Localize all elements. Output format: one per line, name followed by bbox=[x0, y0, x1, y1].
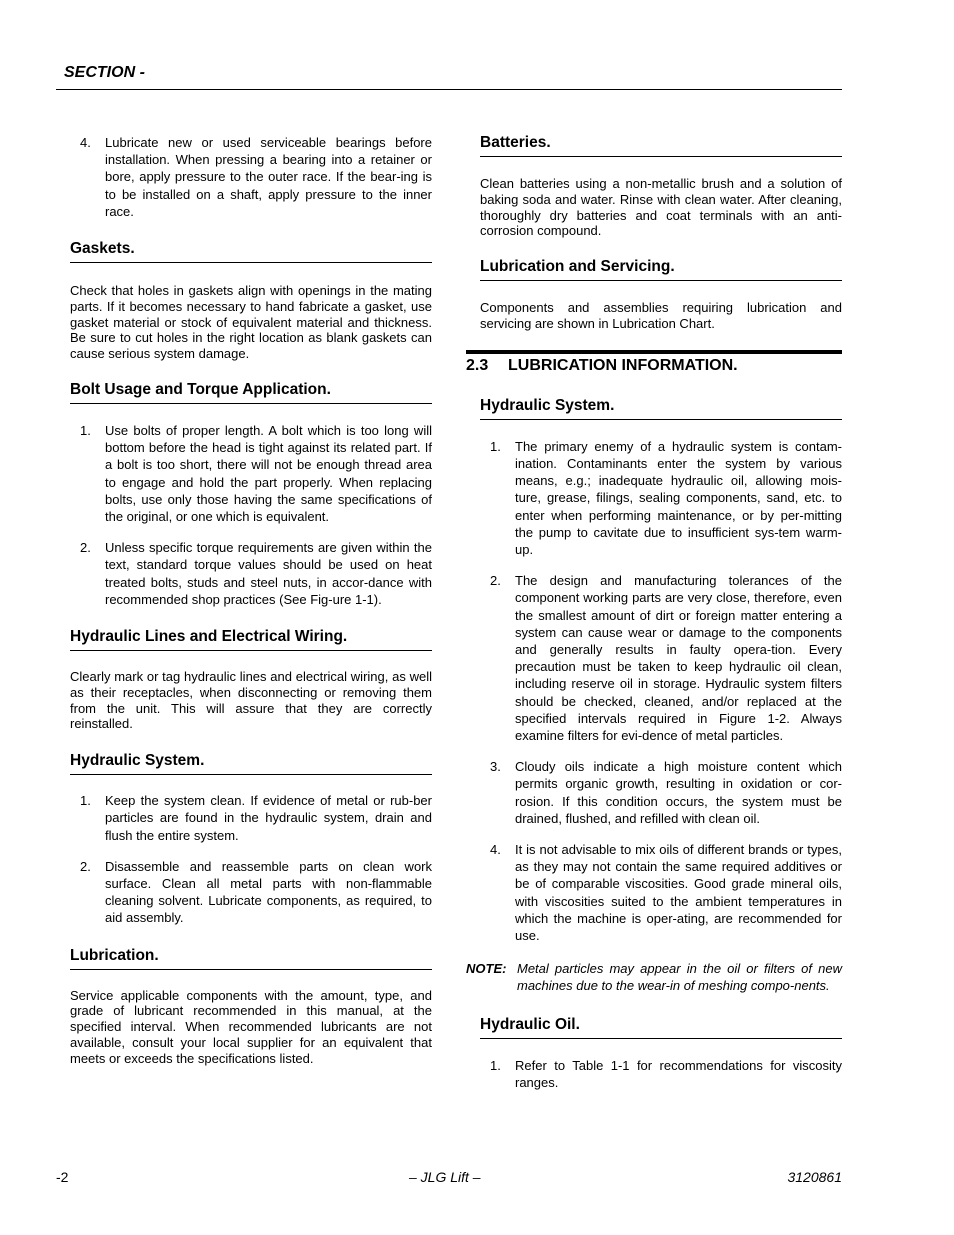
list-number: 2. bbox=[80, 540, 91, 556]
list-number: 2. bbox=[490, 573, 501, 589]
hydraulic-system-heading: Hydraulic System. bbox=[70, 752, 432, 775]
bolt-usage-heading: Bolt Usage and Torque Application. bbox=[70, 381, 432, 404]
lubrication-servicing-heading: Lubrication and Servicing. bbox=[480, 258, 842, 281]
note-label: NOTE: bbox=[466, 961, 507, 977]
list-text: The design and manufacturing tolerances of the component working parts are very close, therefore, even the smallest amount of dirt or foreign matter entering a system can cause wear or damage to the components and generally results in faulty opera-tion. Every precaution must be taken to keep hydraulic oil clean, including reserve oil in storage. Hydraulic system filters should be checked, cleaned, and/or replaced at the specified intervals required in Figure 1-2. Always examine filters for evi-dence of metal particles. bbox=[515, 573, 842, 744]
list-text: Lubricate new or used serviceable bearings before installation. When pressing a bearing into a retainer or bore, apply pressure to the outer race. If the bear-ing is to be installed on a shaft, apply pressure to the inner race. bbox=[105, 135, 432, 219]
note-block bbox=[466, 960, 842, 994]
list-text: Refer to Table 1-1 for recommendations for viscosity ranges. bbox=[515, 1057, 842, 1090]
bearing-list-item-4 bbox=[70, 134, 432, 220]
list-text: The primary enemy of a hydraulic system is contam-ination. Contaminants enter the system by various means, e.g.; inadequate hydraulic oil, allowing mois-ture, grease, filings, sealing components, sand, etc. to enter when performing maintenance, or by per-mitting the pump to cavitate due to insufficient sys-tem warm-up. bbox=[515, 438, 842, 557]
list-number: 4. bbox=[490, 842, 501, 858]
gaskets-heading: Gaskets. bbox=[70, 240, 432, 263]
list-number: 1. bbox=[80, 793, 91, 809]
list-item bbox=[480, 1057, 842, 1091]
list-item bbox=[70, 858, 432, 927]
hydraulic-system-heading: Hydraulic System. bbox=[480, 397, 842, 420]
batteries-heading: Batteries. bbox=[480, 134, 842, 157]
wiring-heading: Hydraulic Lines and Electrical Wiring. bbox=[70, 628, 432, 651]
list-text: Use bolts of proper length. A bolt which is too long will bottom before the head is tight against its related part. If a bolt is too short, there will not be enough thread area to engage and hold the part properly. When replacing bolts, use only those having the same specifications of the original, or one which is equivalent. bbox=[105, 423, 432, 525]
list-item bbox=[70, 792, 432, 844]
document-number: 3120861 bbox=[787, 1169, 842, 1185]
page-number: -2 bbox=[56, 1169, 69, 1185]
list-number: 1. bbox=[490, 1057, 501, 1073]
hydraulic-oil-block bbox=[466, 1016, 842, 1091]
wiring-paragraph: Clearly mark or tag hydraulic lines and electrical wiring, as well as their receptacles, when disconnecting or removing them from the unit. This will assure that they are correctly reinstalled. bbox=[70, 669, 432, 732]
lubrication-paragraph: Service applicable components with the amount, type, and grade of lubricant recommended in this manual, at the specified interval. When recommended lubricants are not available, consult your local supplier for an equivalent that meets or exceeds the specifications listed. bbox=[70, 987, 432, 1066]
list-number: 3. bbox=[490, 759, 501, 775]
hydraulic-list bbox=[466, 438, 842, 944]
list-text: Keep the system clean. If evidence of metal or rub-ber particles are found in the hydraulic system, drain and flush the entire system. bbox=[105, 793, 432, 843]
list-text: Unless specific torque requirements are given within the text, standard torque values should be used on heat treated bolts, studs and steel nuts, in accor-dance with recommended shop practices (See Fig-ure 1-1). bbox=[105, 540, 432, 607]
hydraulic-block bbox=[466, 397, 842, 420]
batteries-block bbox=[466, 134, 842, 332]
footer-publisher: – JLG Lift – bbox=[409, 1169, 481, 1185]
list-item bbox=[480, 438, 842, 558]
lubrication-heading: Lubrication. bbox=[70, 947, 432, 970]
section-heading bbox=[466, 350, 842, 375]
list-text: It is not advisable to mix oils of different brands or types, as they may not contain the same required additives or be of comparable viscosities. Good grade mineral oils, with viscosities suited to the ambient temperatures in which the machine is oper-ating, are recommended for use. bbox=[515, 842, 842, 944]
hydraulic-oil-heading: Hydraulic Oil. bbox=[480, 1016, 842, 1039]
section-number: 2.3 bbox=[466, 356, 489, 374]
note-text: Metal particles may appear in the oil or filters of new machines due to the wear-in of meshing compo-nents. bbox=[517, 961, 842, 994]
list-item bbox=[70, 422, 432, 525]
list-item bbox=[480, 758, 842, 827]
list-number: 4. bbox=[80, 135, 91, 150]
header-rule bbox=[56, 89, 842, 90]
list-item bbox=[70, 539, 432, 608]
list-text: Disassemble and reassemble parts on clean work surface. Clean all metal parts with non-flammable cleaning solvent. Lubricate components, as required, to aid assembly. bbox=[105, 858, 432, 926]
list-number: 2. bbox=[80, 858, 91, 874]
section-title: LUBRICATION INFORMATION. bbox=[508, 356, 738, 374]
left-column bbox=[70, 134, 432, 1067]
gaskets-paragraph: Check that holes in gaskets align with openings in the mating parts. If it becomes necessary to hand fabricate a gasket, use gasket material or stock of equivalent material and thickness. Be sure to cut holes in the right location as blank gaskets can cause serious system damage. bbox=[70, 283, 432, 362]
lubrication-servicing-paragraph: Components and assemblies requiring lubrication and servicing are shown in Lubrication Chart. bbox=[480, 300, 842, 331]
list-item bbox=[480, 841, 842, 944]
list-item bbox=[480, 572, 842, 744]
section-title: SECTION - bbox=[64, 64, 145, 81]
list-text: Cloudy oils indicate a high moisture content which permits organic growth, resulting in oxidation or cor-rosion. If this condition occurs, the system must be drained, flushed, and refilled with clean oil. bbox=[515, 759, 842, 826]
batteries-paragraph: Clean batteries using a non-metallic brush and a solution of baking soda and water. Rinse with clean water. After cleaning, thoroughly dry batteries and coat terminals with an anti-corrosion compound. bbox=[480, 176, 842, 239]
list-number: 1. bbox=[490, 438, 501, 454]
right-column bbox=[466, 134, 842, 1091]
list-number: 1. bbox=[80, 423, 91, 438]
